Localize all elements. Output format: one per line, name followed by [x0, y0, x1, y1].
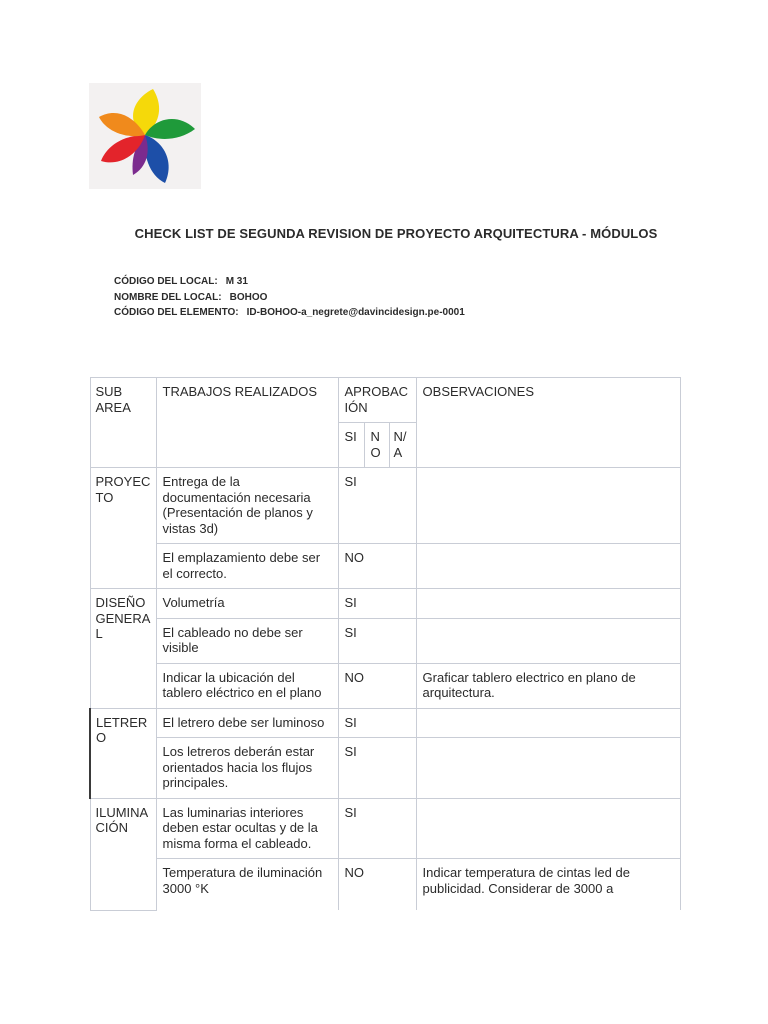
aprobacion-cell: SI	[338, 708, 416, 738]
meta-value: ID-BOHOO-a_negrete@davincidesign.pe-0001	[246, 307, 465, 318]
area-cell: PROYECTO	[90, 468, 156, 589]
trabajo-cell: Volumetría	[156, 589, 338, 619]
header-sub-area: SUB AREA	[90, 378, 156, 468]
area-cell: DISEÑO GENERAL	[90, 589, 156, 709]
trabajo-cell: Temperatura de iluminación 3000 °K	[156, 859, 338, 911]
area-cell: LETRERO	[90, 708, 156, 798]
aprobacion-cell: NO	[338, 663, 416, 708]
header-na: N/A	[389, 423, 416, 468]
meta-nombre-local	[114, 290, 465, 306]
observacion-cell	[416, 738, 680, 799]
header-trabajos: TRABAJOS REALIZADOS	[156, 378, 338, 468]
observacion-cell	[416, 618, 680, 663]
trabajo-cell: Entrega de la documentación necesaria (Presentación de planos y vistas 3d)	[156, 468, 338, 544]
aprobacion-cell: SI	[338, 618, 416, 663]
header-si: SI	[338, 423, 364, 468]
meta-label: CÓDIGO DEL ELEMENTO:	[114, 307, 239, 318]
header-no: NO	[364, 423, 389, 468]
meta-value: BOHOO	[229, 291, 268, 303]
aprobacion-cell: SI	[338, 589, 416, 619]
meta-codigo-elemento	[114, 305, 465, 321]
aprobacion-cell: NO	[338, 859, 416, 911]
table-row	[90, 468, 680, 544]
meta-label: NOMBRE DEL LOCAL:	[114, 291, 222, 303]
trabajo-cell: Indicar la ubicación del tablero eléctrico en el plano	[156, 663, 338, 708]
meta-value: M 31	[225, 276, 248, 287]
meta-codigo-local	[114, 274, 465, 290]
checklist-table	[89, 377, 681, 911]
trabajo-cell: Las luminarias interiores deben estar ocultas y de la misma forma el cableado.	[156, 798, 338, 859]
area-cell: ILUMINACIÓN	[90, 798, 156, 910]
table-header-row	[90, 378, 680, 423]
table-row	[90, 798, 680, 859]
table-row	[90, 663, 680, 708]
document-meta	[114, 274, 465, 321]
trabajo-cell: El cableado no debe ser visible	[156, 618, 338, 663]
observacion-cell	[416, 544, 680, 589]
table-row	[90, 589, 680, 619]
meta-label: CÓDIGO DEL LOCAL:	[114, 276, 218, 287]
observacion-cell	[416, 468, 680, 544]
trabajo-cell: El letrero debe ser luminoso	[156, 708, 338, 738]
document-title: CHECK LIST DE SEGUNDA REVISION DE PROYECTO ARQUITECTURA - MÓDULOS	[134, 226, 658, 241]
table-row	[90, 618, 680, 663]
table-row	[90, 738, 680, 799]
observacion-cell: Indicar temperatura de cintas led de publicidad. Considerar de 3000 a	[416, 859, 680, 911]
company-logo	[89, 83, 201, 189]
aprobacion-cell: SI	[338, 468, 416, 544]
aprobacion-cell: SI	[338, 738, 416, 799]
flower-logo-icon	[89, 83, 201, 189]
observacion-cell: Graficar tablero electrico en plano de arquitectura.	[416, 663, 680, 708]
table-row	[90, 859, 680, 911]
observacion-cell	[416, 798, 680, 859]
observacion-cell	[416, 589, 680, 619]
header-observaciones: OBSERVACIONES	[416, 378, 680, 468]
observacion-cell	[416, 708, 680, 738]
table-row	[90, 708, 680, 738]
trabajo-cell: El emplazamiento debe ser el correcto.	[156, 544, 338, 589]
header-aprobacion: APROBACIÓN	[338, 378, 416, 423]
trabajo-cell: Los letreros deberán estar orientados hacia los flujos principales.	[156, 738, 338, 799]
logo-petal	[145, 135, 169, 183]
table-row	[90, 544, 680, 589]
aprobacion-cell: SI	[338, 798, 416, 859]
aprobacion-cell: NO	[338, 544, 416, 589]
